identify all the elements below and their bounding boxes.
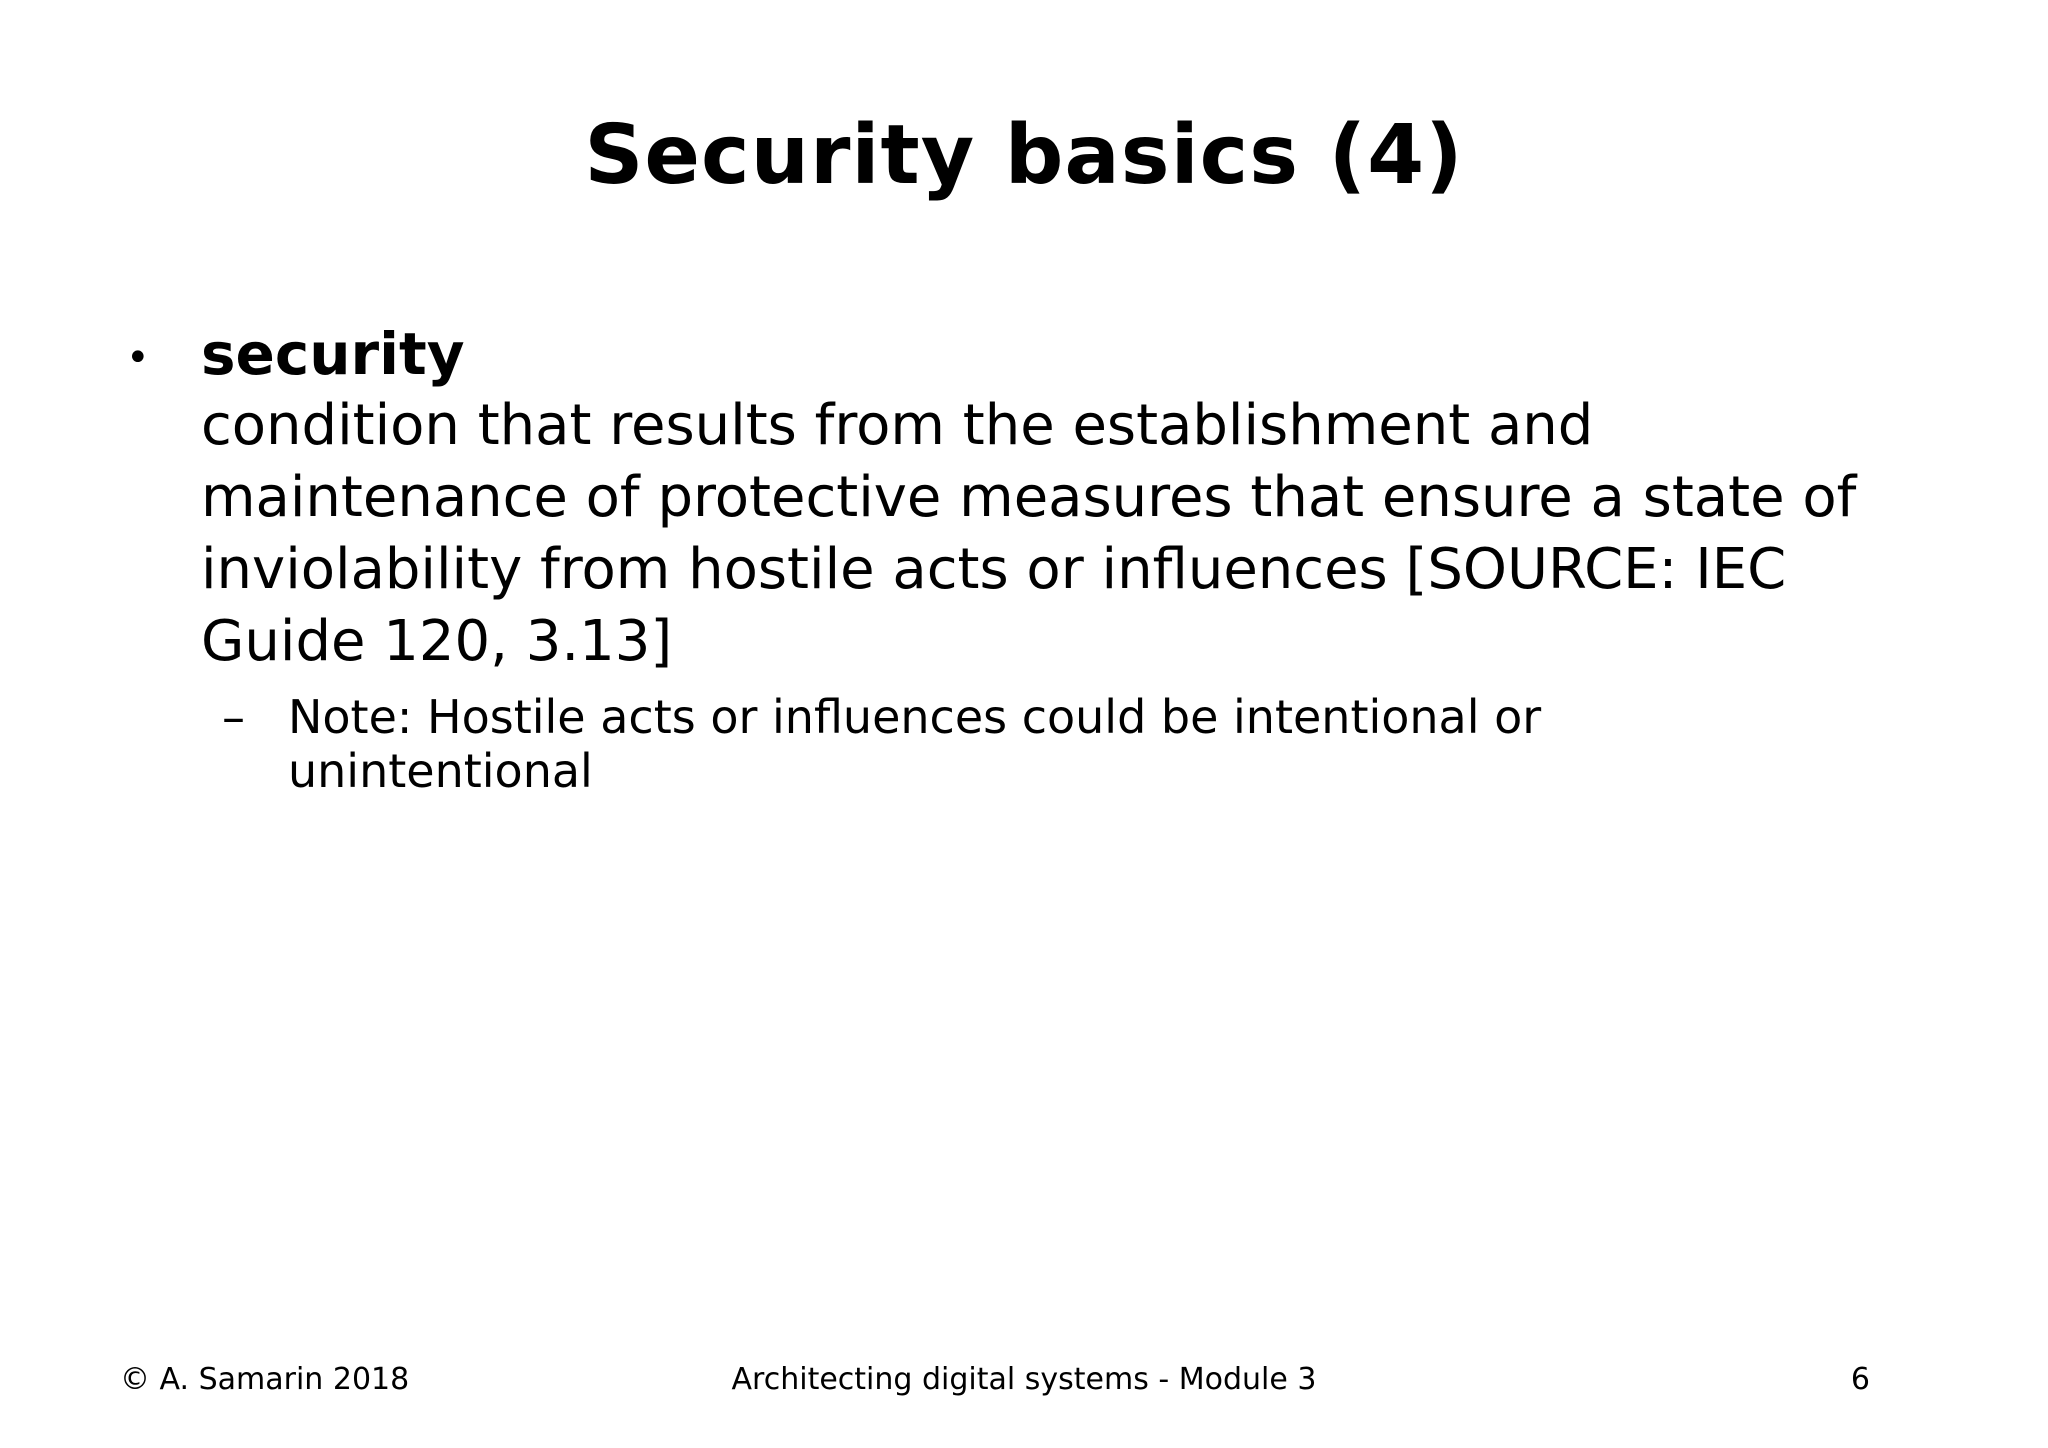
bullet-item — [120, 318, 1940, 678]
bullet-marker: • — [126, 335, 150, 381]
footer-course-title: Architecting digital systems - Module 3 — [731, 1362, 1317, 1397]
bullet-definition: condition that results from the establishment and maintenance of protective measures that ensure a state of inviolability from hostile acts or influences [SOURCE: IEC Guide 120, 3.13] — [201, 393, 1857, 674]
slide-title: Security basics (4) — [584, 108, 1464, 203]
sub-bullet-item — [120, 690, 1788, 798]
bullet-term: security — [201, 320, 465, 388]
footer-copyright: © A. Samarin 2018 — [120, 1362, 410, 1397]
sub-bullet-marker: – — [222, 690, 245, 744]
footer-page-number: 6 — [1850, 1362, 1870, 1397]
sub-bullet-text: Note: Hostile acts or influences could be intentional or unintentional — [288, 690, 1542, 798]
bullet-list — [120, 318, 1940, 798]
